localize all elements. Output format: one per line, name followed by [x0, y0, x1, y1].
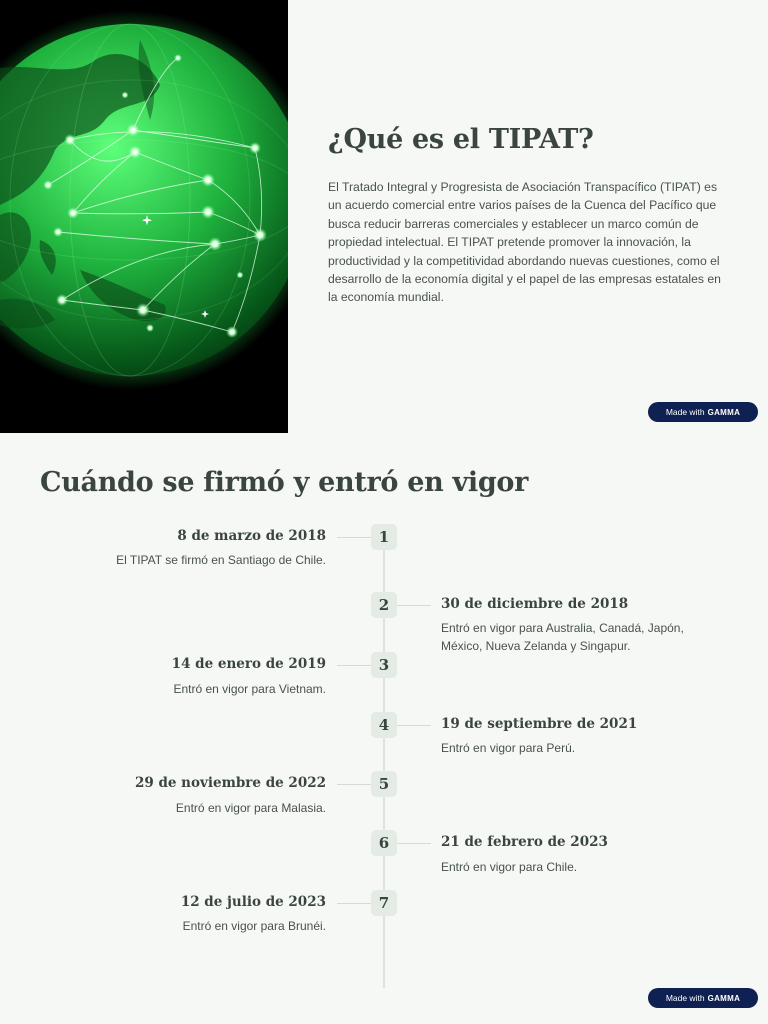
tipat-description: El Tratado Integral y Progresista de Asociación Transpacífico (TIPAT) es un acuerdo comercial entre varios países de la Cuenca del Pacífico que busca reducir barreras comerciales y establecer un marco común de propiedad intelectual. El TIPAT pretende promover la innovación, la productividad y la competitividad abordando nuevas cuestiones, como el desarrollo de la economía digital y el papel de las empresas estatales en la economía mundial. [328, 180, 721, 305]
timeline-node-4: 4 [371, 712, 397, 738]
timeline-date-5: 29 de noviembre de 2022 [134, 775, 326, 791]
timeline-text-3: Entró en vigor para Vietnam. [173, 682, 326, 696]
timeline-date-4: 19 de septiembre de 2021 [441, 716, 638, 732]
badge-label: Made with [665, 993, 705, 1003]
timeline-connector [337, 784, 371, 785]
timeline-node-6: 6 [371, 830, 397, 856]
timeline-date-1: 8 de marzo de 2018 [177, 528, 326, 544]
gamma-logo-icon: GAMMA [707, 993, 741, 1003]
timeline-text-5: Entró en vigor para Malasia. [175, 801, 326, 815]
timeline-date-2: 30 de diciembre de 2018 [441, 596, 629, 612]
timeline-connector [337, 665, 371, 666]
globe-network-icon [0, 0, 288, 433]
timeline-title: Cuándo se firmó y entró en vigor [40, 467, 529, 498]
timeline-node-3: 3 [371, 652, 397, 678]
timeline-text-6: Entró en vigor para Chile. [441, 860, 578, 874]
slide-timeline [0, 433, 768, 1024]
page-title: ¿Qué es el TIPAT? [328, 124, 594, 155]
made-with-gamma-badge[interactable] [648, 988, 758, 1008]
timeline-connector [397, 843, 431, 844]
timeline-text-2: Entró en vigor para Australia, Canadá, Japón, México, Nueva Zelanda y Singapur. [441, 621, 684, 653]
timeline-date-7: 12 de julio de 2023 [180, 894, 326, 910]
timeline-connector [397, 725, 431, 726]
timeline-text-4: Entró en vigor para Perú. [441, 741, 576, 755]
timeline-node-5: 5 [371, 771, 397, 797]
timeline-date-3: 14 de enero de 2019 [171, 656, 326, 672]
timeline-text-1: El TIPAT se firmó en Santiago de Chile. [116, 553, 326, 567]
gamma-logo-icon: GAMMA [707, 407, 741, 417]
timeline-node-1: 1 [371, 524, 397, 550]
timeline-node-7: 7 [371, 890, 397, 916]
timeline-connector [397, 605, 431, 606]
timeline-node-2: 2 [371, 592, 397, 618]
timeline-connector [337, 537, 371, 538]
made-with-gamma-badge[interactable] [648, 402, 758, 422]
globe-image [0, 0, 288, 433]
timeline-date-6: 21 de febrero de 2023 [441, 834, 608, 850]
timeline-connector [337, 903, 371, 904]
badge-label: Made with [665, 407, 705, 417]
slide-what-is-tipat [0, 0, 768, 433]
timeline-text-7: Entró en vigor para Brunéi. [182, 919, 326, 933]
